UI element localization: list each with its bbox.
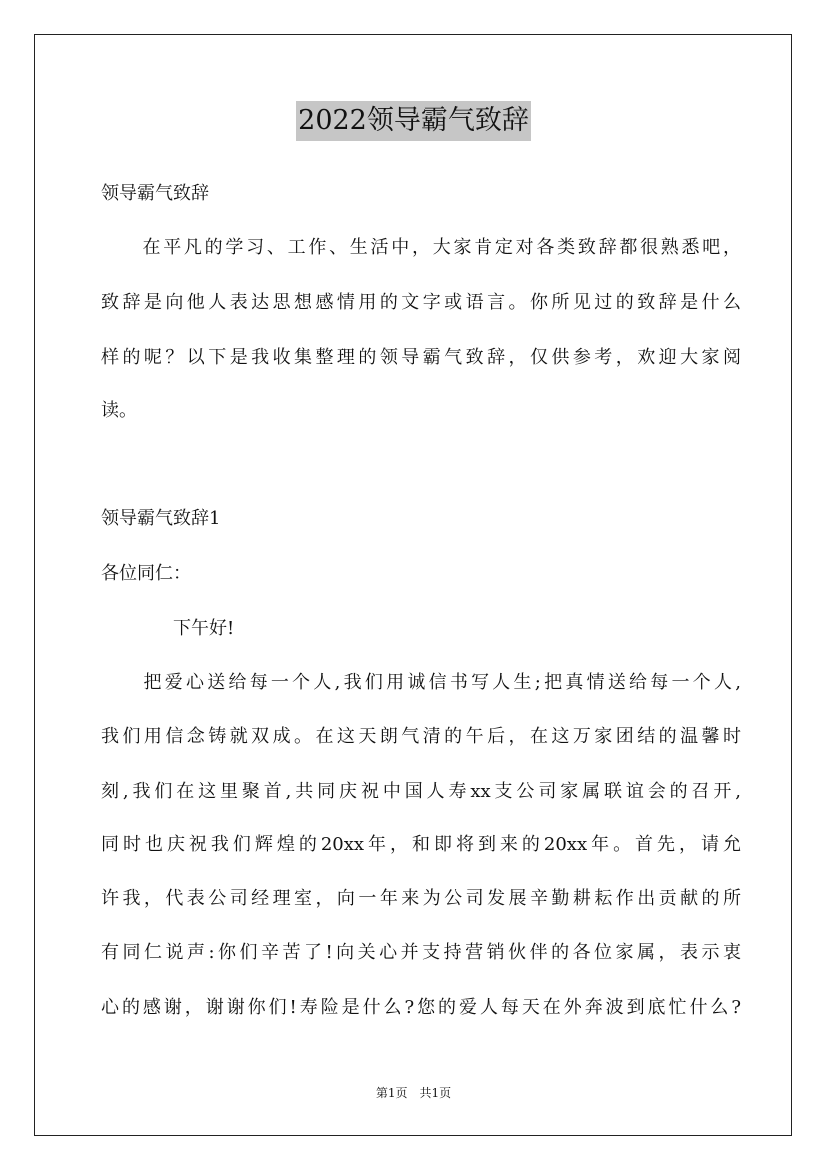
- paragraph-line: 在平凡的学习、工作、生活中，大家肯定对各类致辞都很熟悉吧，: [101, 237, 741, 258]
- greeting: 下午好!: [101, 618, 235, 639]
- paragraph-line: 我们用信念铸就双成。在这天朗气清的午后，在这万家团结的温馨时: [101, 726, 741, 747]
- subtitle-heading: 领导霸气致辞: [101, 183, 209, 204]
- paragraph-line: 有同仁说声:你们辛苦了!向关心并支持营销伙伴的各位家属，表示衷: [101, 942, 741, 963]
- section-heading: 领导霸气致辞1: [101, 508, 221, 529]
- paragraph-line: 把爱心送给每一个人,我们用诚信书写人生;把真情送给每一个人,: [101, 672, 741, 693]
- paragraph-line: 样的呢？以下是我收集整理的领导霸气致辞，仅供参考，欢迎大家阅: [101, 347, 741, 368]
- salutation: 各位同仁：: [101, 563, 191, 584]
- paragraph-line: 心的感谢，谢谢你们!寿险是什么?您的爱人每天在外奔波到底忙什么?: [101, 997, 741, 1018]
- paragraph-line: 同时也庆祝我们辉煌的20xx年，和即将到来的20xx年。首先，请允: [101, 834, 741, 855]
- document-title: 2022领导霸气致辞: [296, 101, 531, 141]
- title-container: [0, 101, 827, 141]
- paragraph-line: 读。: [101, 400, 137, 421]
- paragraph-line: 致辞是向他人表达思想感情用的文字或语言。你所见过的致辞是什么: [101, 292, 741, 313]
- page-number-footer: 第1页 共1页: [375, 1086, 452, 1100]
- paragraph-line: 许我，代表公司经理室，向一年来为公司发展辛勤耕耘作出贡献的所: [101, 888, 741, 909]
- paragraph-line: 刻,我们在这里聚首,共同庆祝中国人寿xx支公司家属联谊会的召开,: [101, 781, 741, 802]
